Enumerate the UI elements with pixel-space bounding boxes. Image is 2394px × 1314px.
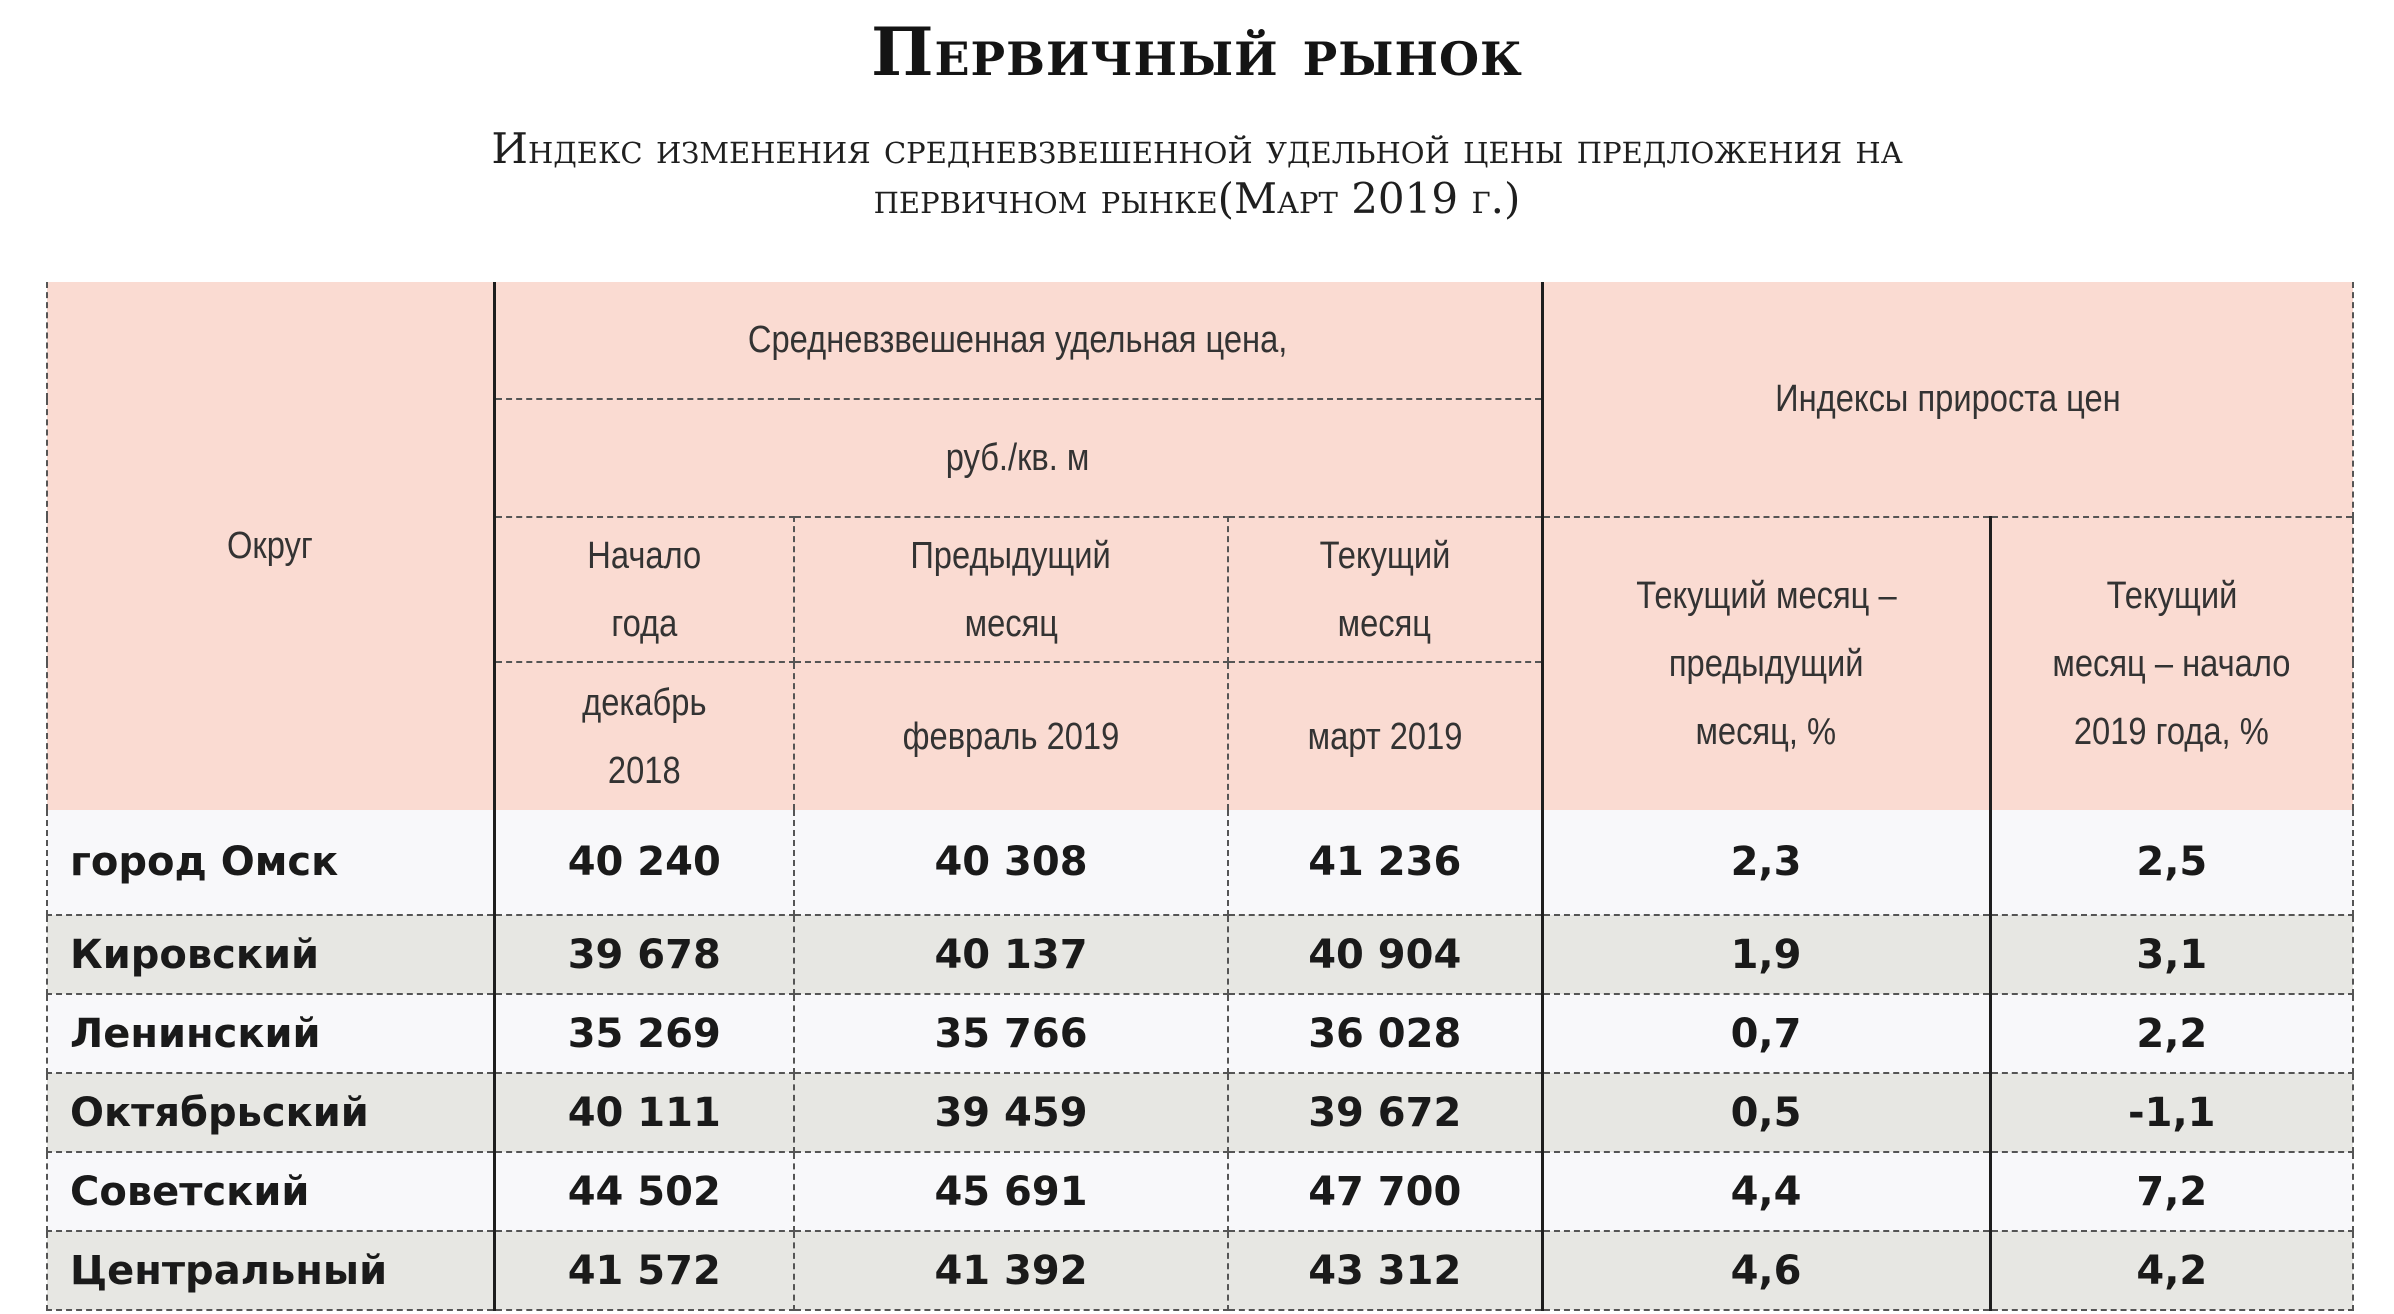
header-feb-2019: февраль 2019 <box>794 662 1228 810</box>
subtitle-line-1: Индекс изменения средневзвешенной удельной цены предложения на <box>491 124 1903 173</box>
price-index-table <box>46 282 2354 1311</box>
price-mar: 40 904 <box>1228 915 1542 994</box>
district-name: Советский <box>47 1152 494 1231</box>
header-growth-index: Индексы прироста цен <box>1542 282 2353 517</box>
index-year: -1,1 <box>1990 1073 2353 1152</box>
index-month: 1,9 <box>1542 915 1990 994</box>
price-dec: 41 572 <box>494 1231 794 1310</box>
price-mar: 47 700 <box>1228 1152 1542 1231</box>
district-name: город Омск <box>47 810 494 915</box>
price-feb: 35 766 <box>794 994 1228 1073</box>
page-title: Первичный рынок <box>871 13 1523 91</box>
index-year: 7,2 <box>1990 1152 2353 1231</box>
header-district: Округ <box>47 282 494 810</box>
header-prev-month: Предыдущий месяц <box>794 517 1228 662</box>
price-dec: 39 678 <box>494 915 794 994</box>
index-year: 2,2 <box>1990 994 2353 1073</box>
table-row <box>47 1152 2353 1231</box>
table-row <box>47 810 2353 915</box>
price-dec: 40 111 <box>494 1073 794 1152</box>
header-cur-vs-start: Текущий месяц – начало 2019 года, % <box>1990 517 2353 810</box>
table-row <box>47 994 2353 1073</box>
district-name: Октябрьский <box>47 1073 494 1152</box>
district-name: Ленинский <box>47 994 494 1073</box>
index-month: 0,5 <box>1542 1073 1990 1152</box>
price-dec: 40 240 <box>494 810 794 915</box>
index-year: 3,1 <box>1990 915 2353 994</box>
header-mar-2019: март 2019 <box>1228 662 1542 810</box>
header-cur-vs-prev: Текущий месяц – предыдущий месяц, % <box>1542 517 1990 810</box>
index-month: 2,3 <box>1542 810 1990 915</box>
table-row <box>47 1231 2353 1310</box>
index-month: 4,4 <box>1542 1152 1990 1231</box>
district-name: Кировский <box>47 915 494 994</box>
price-mar: 41 236 <box>1228 810 1542 915</box>
price-mar: 39 672 <box>1228 1073 1542 1152</box>
price-feb: 39 459 <box>794 1073 1228 1152</box>
price-feb: 40 137 <box>794 915 1228 994</box>
price-feb: 40 308 <box>794 810 1228 915</box>
price-dec: 44 502 <box>494 1152 794 1231</box>
price-mar: 36 028 <box>1228 994 1542 1073</box>
price-mar: 43 312 <box>1228 1231 1542 1310</box>
header-avg-price-line1: Средневзвешенная удельная цена, <box>494 282 1542 399</box>
index-year: 4,2 <box>1990 1231 2353 1310</box>
table-row <box>47 915 2353 994</box>
header-start-year: Начало года <box>494 517 794 662</box>
index-year: 2,5 <box>1990 810 2353 915</box>
header-dec-2018: декабрь 2018 <box>494 662 794 810</box>
index-month: 0,7 <box>1542 994 1990 1073</box>
page-subtitle <box>300 124 2094 224</box>
price-feb: 41 392 <box>794 1231 1228 1310</box>
index-month: 4,6 <box>1542 1231 1990 1310</box>
subtitle-line-2: первичном рынке(Март 2019 г.) <box>873 174 1521 223</box>
header-cur-month: Текущий месяц <box>1228 517 1542 662</box>
table-row <box>47 1073 2353 1152</box>
header-avg-price-line2: руб./кв. м <box>494 399 1542 517</box>
price-feb: 45 691 <box>794 1152 1228 1231</box>
price-dec: 35 269 <box>494 994 794 1073</box>
district-name: Центральный <box>47 1231 494 1310</box>
